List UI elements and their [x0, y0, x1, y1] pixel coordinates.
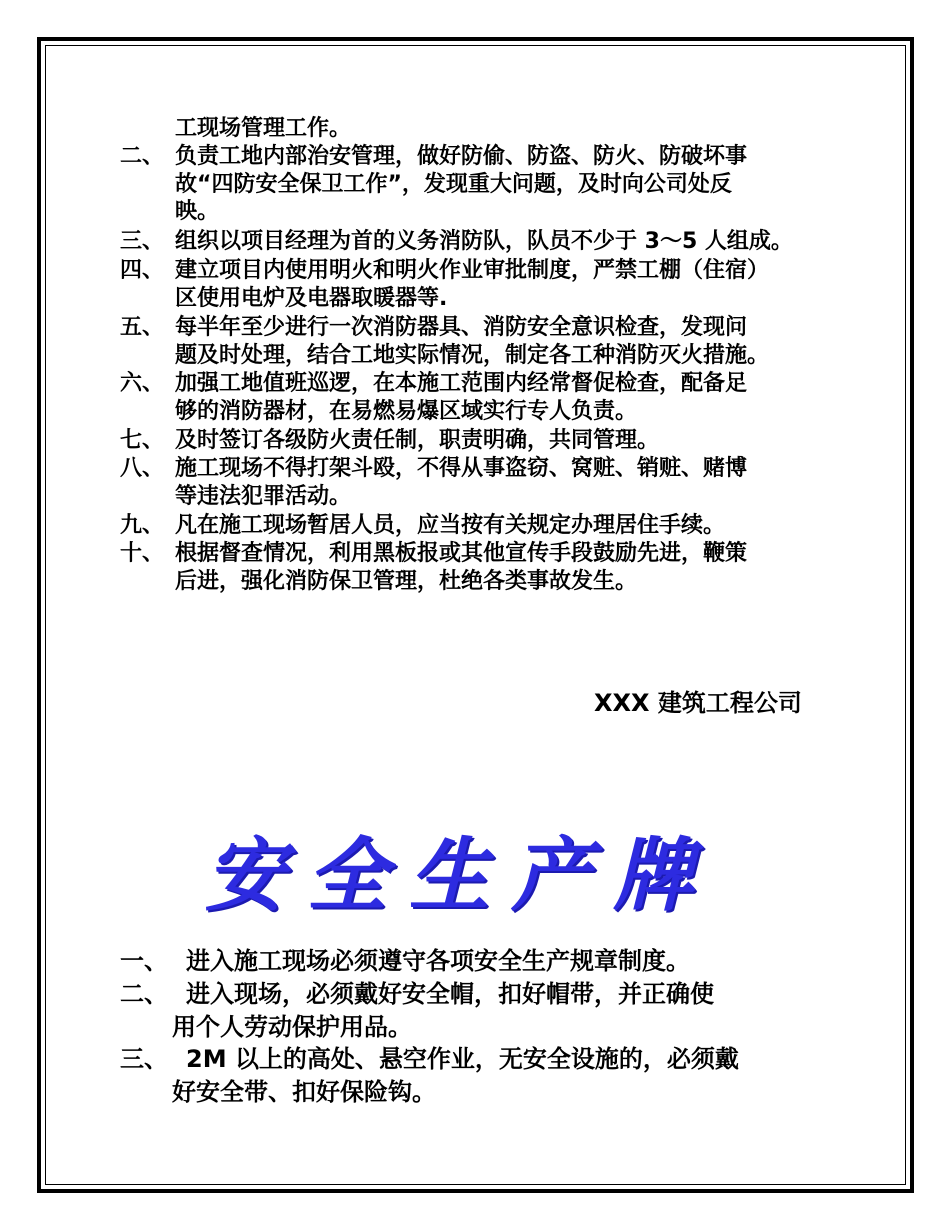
- item-line: 根据督查情况，利用黑板报或其他宣传手段鼓励先进，鞭策: [175, 541, 748, 566]
- item-number: 一、: [120, 947, 168, 975]
- item-line: 后进，强化消防保卫管理，杜绝各类事故发生。: [175, 568, 638, 594]
- list-item: [120, 455, 860, 510]
- item-number: 六、: [120, 371, 165, 396]
- item-line: 区使用电炉及电器取暖器等.: [175, 285, 448, 311]
- list-item: [120, 257, 860, 312]
- list-item: [120, 1043, 860, 1108]
- list-item: [120, 143, 860, 226]
- item-number: 九、: [120, 513, 165, 538]
- item-number: 四、: [120, 258, 165, 283]
- list-item: [120, 314, 860, 369]
- item-number: 三、: [120, 229, 165, 254]
- item-line: 加强工地值班巡逻，在本施工范围内经常督促检查，配备足: [175, 371, 748, 396]
- company-name: XXX 建筑工程公司: [594, 689, 802, 717]
- item-number: 七、: [120, 428, 165, 453]
- item-line: 故“四防安全保卫工作”，发现重大问题，及时向公司处反: [175, 171, 732, 197]
- item-number: 三、: [120, 1045, 168, 1073]
- item-line: 进入现场，必须戴好安全帽，扣好帽带，并正确使: [186, 980, 714, 1008]
- item-line: 够的消防器材，在易燃易爆区域实行专人负责。: [175, 398, 638, 424]
- list-item: [120, 427, 860, 455]
- item-line: 及时签订各级防火责任制，职责明确，共同管理。: [175, 428, 660, 453]
- item-line: 凡在施工现场暂居人员，应当按有关规定办理居住手续。: [175, 513, 726, 538]
- item-line: 映。: [175, 199, 220, 224]
- item-line: 施工现场不得打架斗殴，不得从事盗窃、窝赃、销赃、赌博: [175, 456, 748, 481]
- item-number: 五、: [120, 315, 165, 340]
- list-item: [120, 370, 860, 425]
- list-item: [120, 978, 860, 1043]
- item-line: 用个人劳动保护用品。: [172, 1012, 412, 1041]
- item-line: 2M 以上的高处、悬空作业，无安全设施的，必须戴: [186, 1045, 739, 1073]
- list-item: [120, 540, 860, 595]
- item-line: 题及时处理，结合工地实际情况，制定各工种消防灭火措施。: [175, 342, 770, 368]
- item-number: 二、: [120, 980, 168, 1008]
- list-item: [120, 115, 860, 143]
- item-number: 十、: [120, 541, 165, 566]
- item-number: 八、: [120, 456, 165, 481]
- item-line: 负责工地内部治安管理，做好防偷、防盗、防火、防破坏事: [175, 144, 748, 169]
- item-line: 每半年至少进行一次消防器具、消防安全意识检查，发现问: [175, 315, 748, 340]
- item-line: 工现场管理工作。: [175, 116, 352, 141]
- item-line: 好安全带、扣好保险钩。: [172, 1077, 436, 1106]
- list-item: [120, 228, 860, 256]
- item-line: 建立项目内使用明火和明火作业审批制度，严禁工棚（住宿）: [175, 258, 770, 283]
- list-item: [120, 512, 860, 540]
- item-number: 二、: [120, 144, 165, 169]
- item-line: 等违法犯罪活动。: [175, 483, 352, 509]
- item-line: 进入施工现场必须遵守各项安全生产规章制度。: [186, 947, 690, 975]
- board-title: 安全生产牌: [205, 828, 715, 922]
- item-line: 组织以项目经理为首的义务消防队，队员不少于 3～5 人组成。: [175, 229, 793, 254]
- list-item: [120, 945, 860, 978]
